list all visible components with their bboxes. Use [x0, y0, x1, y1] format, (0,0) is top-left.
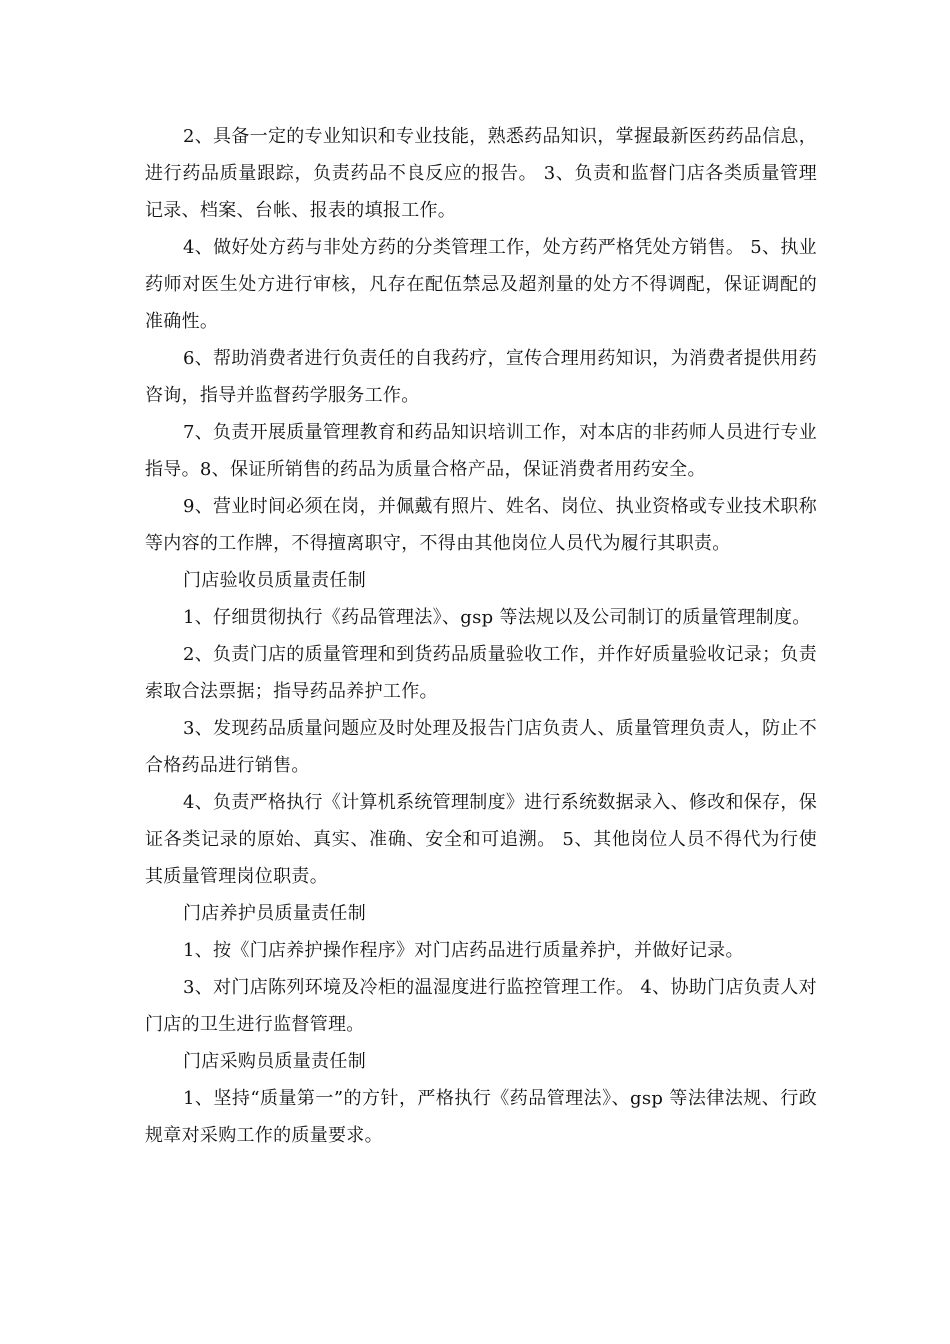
paragraph-pharmacist-duty-6: 6、帮助消费者进行负责任的自我药疗，宣传合理用药知识，为消费者提供用药咨询，指导并监督药学服务工作。: [145, 348, 817, 406]
paragraph-maintainer-duty-3-4: 3、对门店陈列环境及冷柜的温湿度进行监控管理工作。 4、协助门店负责人对门店的卫生进行监督管理。: [145, 977, 817, 1035]
paragraph-inspector-duty-1: 1、仔细贯彻执行《药品管理法》、gsp 等法规以及公司制订的质量管理制度。: [183, 607, 811, 628]
paragraph-inspector-duty-4-5: 4、负责严格执行《计算机系统管理制度》进行系统数据录入、修改和保存，保证各类记录的原始、真实、准确、安全和可追溯。 5、其他岗位人员不得代为行使其质量管理岗位职责。: [145, 792, 817, 887]
section-heading-inspector: 门店验收员质量责任制: [183, 570, 366, 591]
paragraph-inspector-duty-2: 2、负责门店的质量管理和到货药品质量验收工作，并作好质量验收记录；负责索取合法票据；指导药品养护工作。: [145, 644, 817, 702]
paragraph-pharmacist-duty-2-3: 2、具备一定的专业知识和专业技能，熟悉药品知识，掌握最新医药药品信息，进行药品质量跟踪，负责药品不良反应的报告。 3、负责和监督门店各类质量管理记录、档案、台帐、报表的填报工作。: [145, 126, 817, 221]
paragraph-pharmacist-duty-9: 9、营业时间必须在岗，并佩戴有照片、姓名、岗位、执业资格或专业技术职称等内容的工作牌，不得擅离职守，不得由其他岗位人员代为履行其职责。: [145, 496, 817, 554]
paragraph-inspector-duty-3: 3、发现药品质量问题应及时处理及报告门店负责人、质量管理负责人，防止不合格药品进行销售。: [145, 718, 817, 776]
paragraph-pharmacist-duty-7-8: 7、负责开展质量管理教育和药品知识培训工作，对本店的非药师人员进行专业指导。8、保证所销售的药品为质量合格产品，保证消费者用药安全。: [145, 422, 817, 480]
paragraph-maintainer-duty-1: 1、按《门店养护操作程序》对门店药品进行质量养护，并做好记录。: [183, 940, 744, 961]
document-body: [145, 118, 817, 1154]
section-heading-maintainer: 门店养护员质量责任制: [183, 903, 366, 924]
paragraph-purchaser-duty-1: 1、坚持“质量第一”的方针，严格执行《药品管理法》、gsp 等法律法规、行政规章对采购工作的质量要求。: [145, 1088, 817, 1146]
paragraph-pharmacist-duty-4-5: 4、做好处方药与非处方药的分类管理工作，处方药严格凭处方销售。 5、执业药师对医生处方进行审核，凡存在配伍禁忌及超剂量的处方不得调配，保证调配的准确性。: [145, 237, 817, 332]
section-heading-purchaser: 门店采购员质量责任制: [183, 1051, 366, 1072]
